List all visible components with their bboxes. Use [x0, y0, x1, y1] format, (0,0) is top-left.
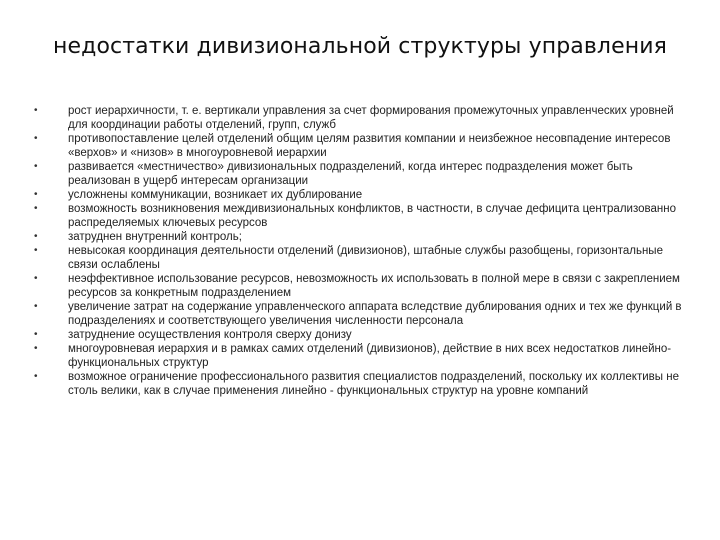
bullet-text: затруднение осуществления контроля сверху донизу [68, 329, 352, 341]
bullet-text: увеличение затрат на содержание управленческого аппарата вследствие дублирования одних и тех же функций в подразделениях и соответствующего увеличения численности персонала [68, 301, 682, 327]
bullet-item [34, 104, 684, 132]
bullet-item [34, 300, 684, 328]
bullet-item [34, 272, 684, 300]
bullet-item [34, 188, 684, 202]
bullet-item [34, 244, 684, 272]
bullet-icon: • [34, 133, 38, 144]
bullet-text: многоуровневая иерархия и в рамках самих отделений (дивизионов), действие в них всех недостатков линейно-функциональных структур [68, 343, 672, 369]
bullet-text: неэффективное использование ресурсов, невозможность их использовать в полной мере в связи с закреплением ресурсов за конкретным подразделением [68, 273, 680, 299]
bullet-text: невысокая координация деятельности отделений (дивизионов), штабные службы разобщены, горизонтальные связи ослаблены [68, 245, 663, 271]
bullet-icon: • [34, 231, 38, 242]
bullet-icon: • [34, 189, 38, 200]
bullet-text: развивается «местничество» дивизиональных подразделений, когда интерес подразделения может быть реализован в ущерб интересам организации [68, 161, 633, 187]
bullet-item [34, 202, 684, 230]
bullet-icon: • [34, 273, 38, 284]
bullet-item [34, 230, 684, 244]
bullet-item [34, 342, 684, 370]
bullet-item [34, 160, 684, 188]
bullet-icon: • [34, 343, 38, 354]
bullet-text: рост иерархичности, т. е. вертикали управления за счет формирования промежуточных управленческих уровней для координации работы отделений, групп, служб [68, 105, 674, 131]
bullet-item [34, 328, 684, 342]
bullet-icon: • [34, 301, 38, 312]
bullet-text: усложнены коммуникации, возникает их дублирование [68, 189, 363, 201]
bullet-icon: • [34, 245, 38, 256]
bullet-text: возможное ограничение профессионального развития специалистов подразделений, поскольку их коллективы не столь велики, как в случае применения линейно - функциональных структур на уровне компаний [68, 371, 679, 397]
bullet-icon: • [34, 371, 38, 382]
bullet-text: противопоставление целей отделений общим целям развития компании и неизбежное несовпадение интересов «верхов» и «низов» в многоуровневой иерархии [68, 133, 671, 159]
bullet-icon: • [34, 329, 38, 340]
slide-title: недостатки дивизиональной структуры управления [53, 34, 667, 59]
bullet-text: возможность возникновения междивизиональных конфликтов, в частности, в случае дефицита централизованно распределяемых ключевых ресурсов [68, 203, 676, 229]
bullet-list [34, 104, 684, 398]
bullet-item [34, 370, 684, 398]
bullet-icon: • [34, 203, 38, 214]
bullet-text: затруднен внутренний контроль; [68, 231, 242, 243]
bullet-icon: • [34, 105, 38, 116]
bullet-icon: • [34, 161, 38, 172]
bullet-item [34, 132, 684, 160]
